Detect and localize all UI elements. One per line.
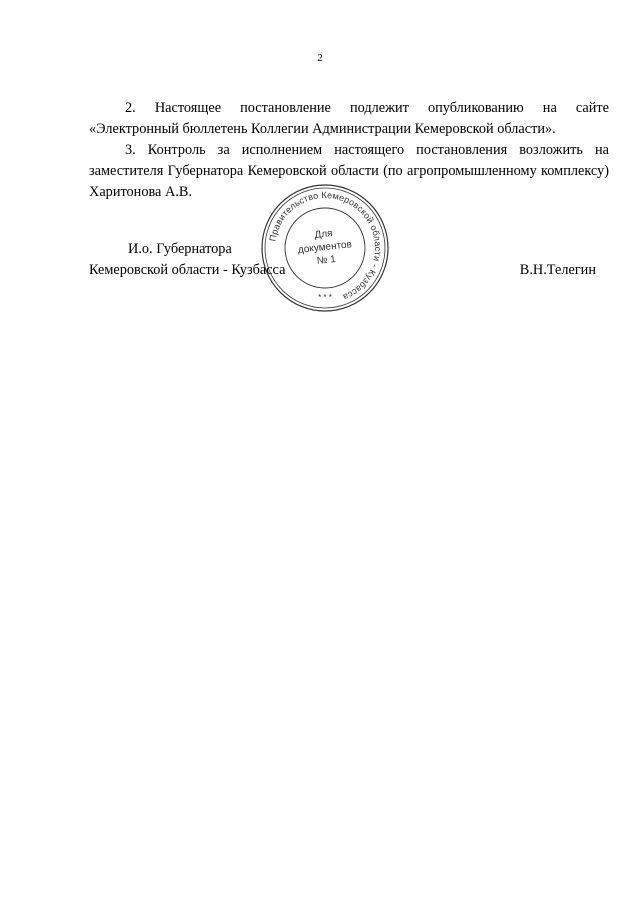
page-number: 2: [317, 52, 323, 64]
stamp-center-line1: Для: [314, 228, 334, 241]
stamp-center-line2: документов: [297, 239, 353, 256]
official-seal-stamp: [259, 182, 391, 314]
stamp-center-line3: № 1: [316, 253, 337, 267]
stamp-stars: * * *: [318, 293, 332, 302]
signature-organization: Кемеровской области - Кузбасса: [89, 262, 286, 278]
signature-name: В.Н.Телегин: [519, 262, 596, 278]
stamp-ring-text: Правительство Кемеровской области - Кузбасса: [267, 189, 384, 303]
paragraph-publication: 2. Настоящее постановление подлежит опубликованию на сайте «Электронный бюллетень Коллегии Администрации Кемеровской области».: [89, 100, 609, 137]
signature-title: И.о. Губернатора: [128, 241, 232, 257]
paragraph-control: 3. Контроль за исполнением настоящего постановления возложить на заместителя Губернатора Кемеровской области (по агропромышленному комплексу) Харитонова А.В.: [89, 142, 609, 200]
